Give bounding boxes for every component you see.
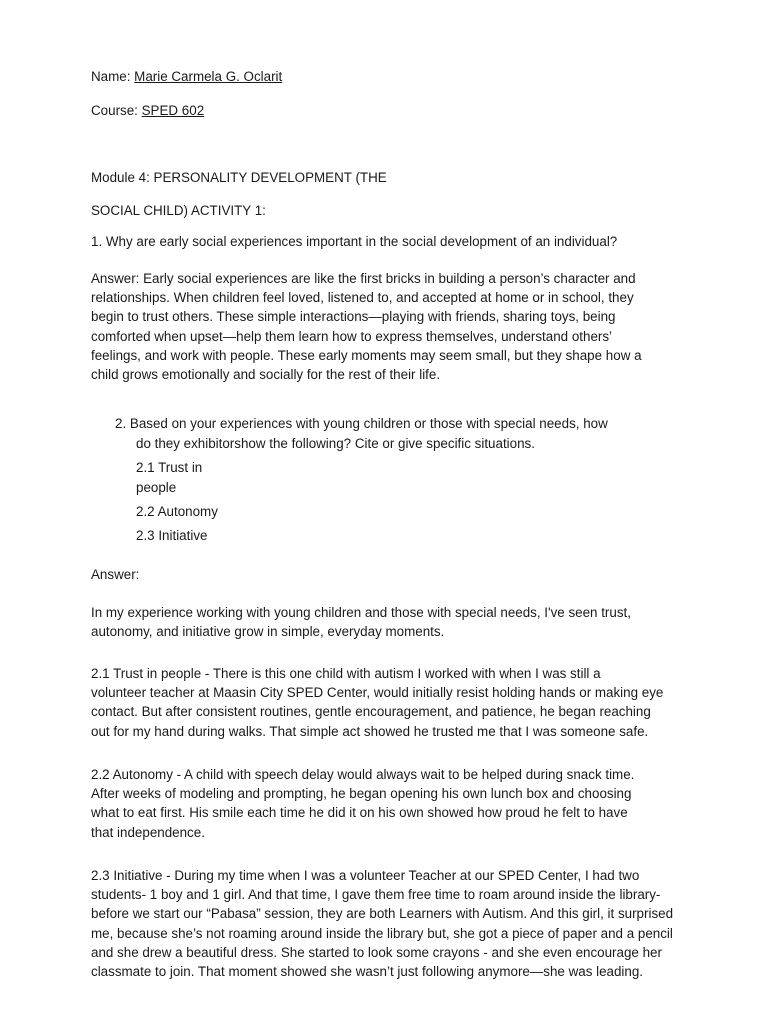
initiative-line: me, because she’s not roaming around inside the library but, she got a piece of paper and a pencil xyxy=(91,925,673,941)
autonomy-line: After weeks of modeling and prompting, he began opening his own lunch box and choosing xyxy=(91,786,632,802)
name-label: Name: xyxy=(91,69,135,84)
item-2-1-line2: people xyxy=(136,480,177,495)
answer-initiative xyxy=(91,866,681,981)
question-2-line1: 2. Based on your experiences with young children or those with special needs, how xyxy=(115,416,608,431)
answer-1 xyxy=(91,269,681,384)
trust-line: 2.1 Trust in people - There is this one child with autism I worked with when I was still a xyxy=(91,666,601,681)
autonomy-line: what to eat first. His smile each time he did it on his own showed how proud he felt to have xyxy=(91,805,628,821)
answer-autonomy xyxy=(91,765,681,842)
question-2-line2: do they exhibitorshow the following? Cite or give specific situations. xyxy=(136,436,535,451)
answer-2-intro xyxy=(91,603,681,641)
course-label: Course: xyxy=(91,103,142,118)
initiative-line: students- 1 boy and 1 girl. And that time, I gave them free time to roam around inside the library- xyxy=(91,887,661,903)
intro-line: autonomy, and initiative grow in simple, everyday moments. xyxy=(91,624,445,640)
question-1: 1. Why are early social experiences important in the social development of an individual? xyxy=(91,234,618,249)
autonomy-line: that independence. xyxy=(91,824,205,840)
name-value: Marie Carmela G. Oclarit xyxy=(134,69,283,84)
intro-line: In my experience working with young children and those with special needs, I've seen trust, xyxy=(91,605,631,620)
answer-1-line: feelings, and work with people. These early moments may seem small, but they shape how a xyxy=(91,347,642,363)
item-2-1-line1: 2.1 Trust in xyxy=(136,460,203,475)
trust-line: contact. But after consistent routines, gentle encouragement, and patience, he began reaching xyxy=(91,704,651,720)
name-line xyxy=(91,67,282,86)
course-line xyxy=(91,101,204,120)
answer-2-label: Answer: xyxy=(91,567,140,582)
item-2-3: 2.3 Initiative xyxy=(136,528,208,543)
initiative-line: 2.3 Initiative - During my time when I was a volunteer Teacher at our SPED Center, I had two xyxy=(91,868,640,883)
autonomy-line: 2.2 Autonomy - A child with speech delay would always wait to be helped during snack time. xyxy=(91,767,635,782)
trust-line: volunteer teacher at Maasin City SPED Center, would initially resist holding hands or making eye xyxy=(91,685,664,701)
course-value: SPED 602 xyxy=(141,103,205,118)
answer-1-line: begin to trust others. These simple interactions—playing with friends, sharing toys, being xyxy=(91,309,616,325)
answer-1-line: comforted when upset—help them learn how to express themselves, understand others’ xyxy=(91,328,613,344)
initiative-line: classmate to join. That moment showed she wasn’t just following anymore—she was leading. xyxy=(91,964,644,980)
item-2-2: 2.2 Autonomy xyxy=(136,504,218,519)
answer-trust xyxy=(91,664,681,741)
initiative-line: before we start our “Pabasa” session, they are both Learners with Autism. And this girl, it surprised xyxy=(91,906,674,922)
initiative-line: and she drew a beautiful dress. She started to look some crayons - and she even encourage her xyxy=(91,944,662,960)
answer-1-line: child grows emotionally and socially for the rest of their life. xyxy=(91,367,441,383)
answer-1-line: relationships. When children feel loved, listened to, and accepted at home or in school, they xyxy=(91,290,634,306)
module-title-line1: Module 4: PERSONALITY DEVELOPMENT (THE xyxy=(91,170,387,185)
module-title-line2: SOCIAL CHILD) ACTIVITY 1: xyxy=(91,203,266,218)
answer-1-line: Answer: Early social experiences are like the first bricks in building a person’s character and xyxy=(91,271,636,286)
trust-line: out for my hand during walks. That simple act showed he trusted me that I was someone safe. xyxy=(91,723,649,739)
